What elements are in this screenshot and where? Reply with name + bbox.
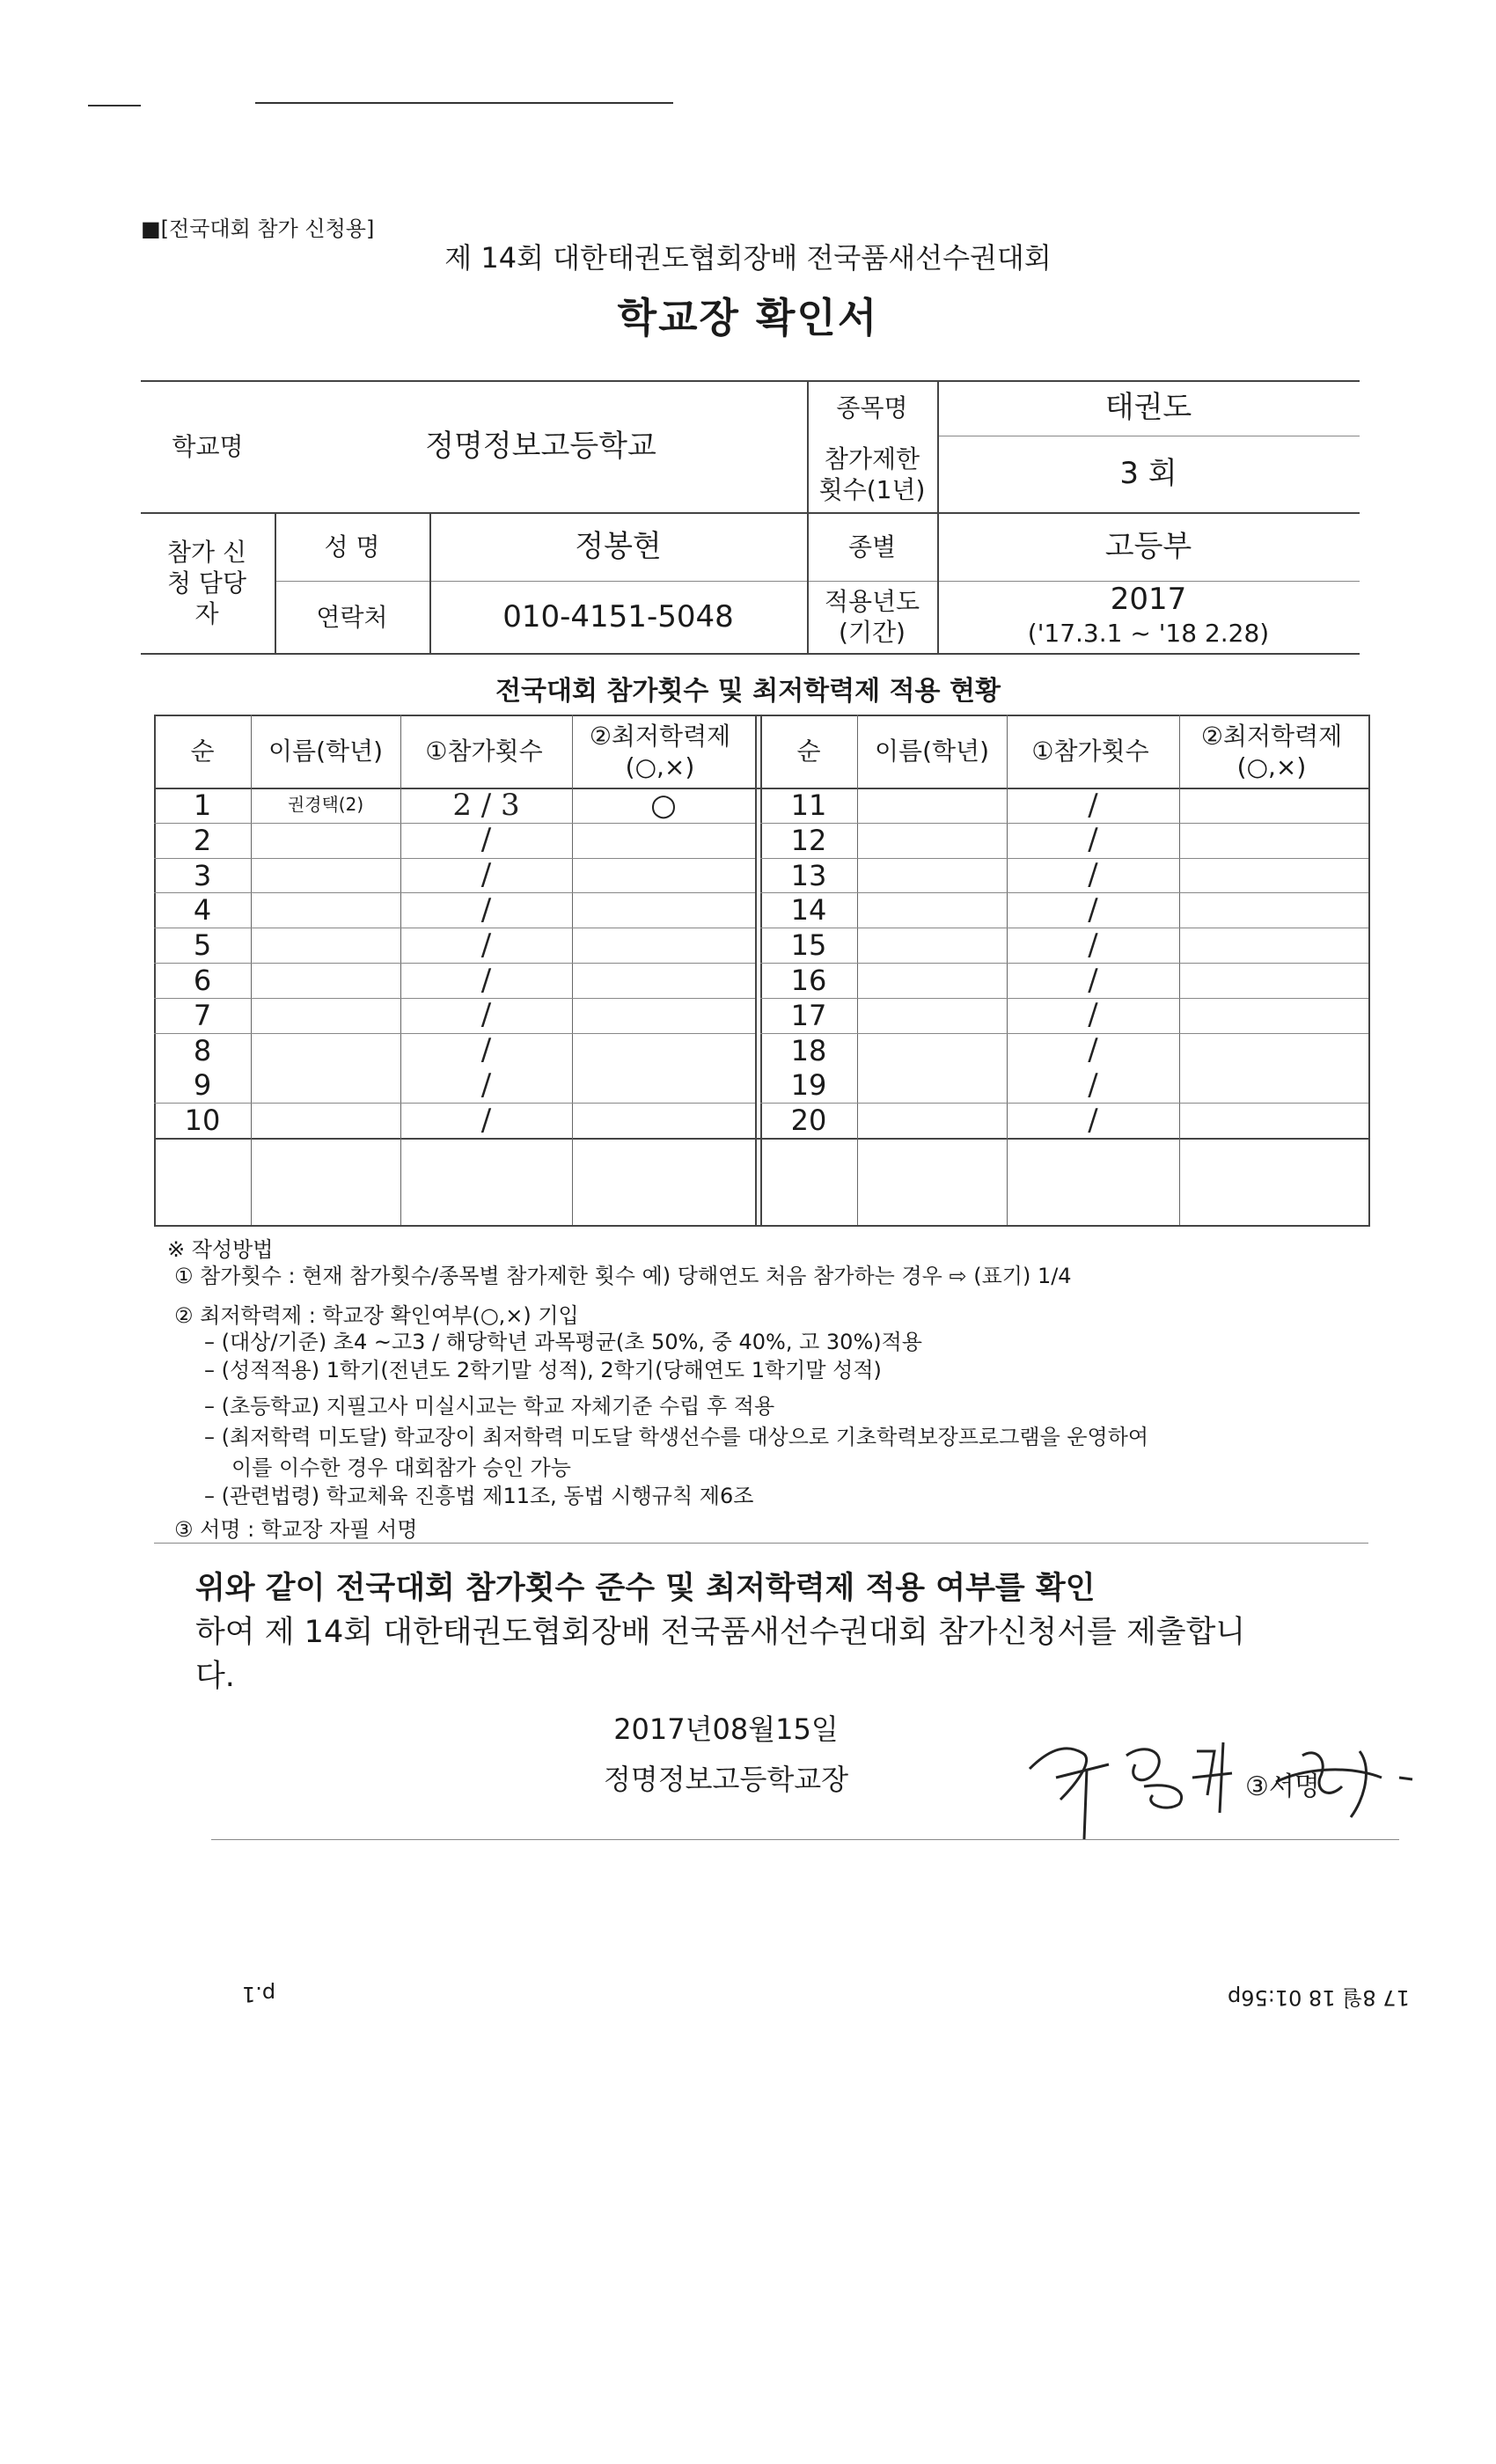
participation-count: /: [480, 822, 492, 858]
row-number: 4: [193, 893, 212, 928]
section-title: 전국대회 참가횟수 및 최저학력제 적용 현황: [495, 676, 1001, 707]
declaration-line-1: 위와 같이 전국대회 참가횟수 준수 및 최저학력제 적용 여부를 확인: [195, 1571, 1096, 1606]
participation-count: /: [480, 927, 492, 963]
row-number: 3: [193, 858, 212, 892]
participation-count: /: [1088, 857, 1098, 893]
row-number: 12: [790, 823, 827, 857]
row-number: 9: [193, 1068, 212, 1103]
participation-count: /: [1088, 1102, 1098, 1138]
row-number: 6: [193, 963, 212, 997]
student-name: [857, 928, 1007, 963]
student-name: [857, 963, 1007, 998]
row-number: 2: [193, 823, 212, 857]
academic-standard: [572, 1067, 755, 1103]
row-number: 7: [193, 998, 212, 1032]
name-value: 정봉현: [575, 528, 662, 564]
limit-label: 참가제한 횟수(1년): [818, 444, 926, 504]
student-name: [251, 1067, 400, 1103]
participation-count: /: [480, 1032, 492, 1068]
row-number: 20: [790, 1104, 827, 1138]
contact-value: 010-4151-5048: [502, 598, 734, 634]
notes-divider: [154, 1543, 1368, 1544]
row-number: 10: [184, 1104, 221, 1138]
academic-standard: [572, 858, 755, 893]
academic-standard: [1179, 963, 1368, 998]
academic-standard: ○: [650, 787, 677, 823]
year-label: 적용년도 (기간): [824, 587, 920, 647]
student-name: [251, 823, 400, 858]
competition-title: 제 14회 대한태권도협회장배 전국품새선수권대회: [444, 241, 1052, 275]
header-no-left: 순: [190, 737, 215, 766]
declaration-line-2: 하여 제 14회 대한태권도협회장배 전국품새선수권대회 참가신청서를 제출합니: [195, 1615, 1246, 1650]
academic-standard: [1179, 1103, 1368, 1138]
fax-timestamp: 17 8월 18 01:56p: [1228, 1985, 1410, 2010]
academic-standard: [572, 1103, 755, 1138]
note-elementary: – (초등학교) 지필고사 미실시교는 학교 자체기준 수립 후 적용: [204, 1394, 775, 1419]
event-value: 태권도: [1104, 390, 1192, 426]
student-name: [251, 858, 400, 893]
participation-count: /: [480, 1067, 492, 1104]
participation-count: /: [1088, 927, 1098, 963]
participation-count: /: [1088, 787, 1098, 823]
header-academic-left: ②최저학력제 (○,×): [589, 721, 731, 781]
note-not-reached: – (최저학력 미도달) 학교장이 최저학력 미도달 학생선수를 대상으로 기초학력보장프로그램을 운영하여: [204, 1425, 1149, 1449]
person-label: 참가 신청 담당자: [166, 537, 247, 628]
signature-label: ③서명: [1245, 1771, 1320, 1802]
period-value: ('17.3.1 ~ '18 2.28): [1027, 619, 1270, 648]
year-value: 2017: [1110, 581, 1187, 617]
academic-standard: [1179, 892, 1368, 928]
participation-count: /: [1088, 892, 1098, 928]
academic-standard: [572, 998, 755, 1033]
academic-standard: [1179, 928, 1368, 963]
participation-count: 2 / 3: [452, 787, 520, 823]
participation-count: /: [1088, 822, 1098, 858]
participation-count: /: [480, 962, 492, 998]
academic-standard: [1179, 998, 1368, 1033]
row-number: 19: [790, 1068, 827, 1103]
school-label: 학교명: [172, 431, 244, 461]
academic-standard: [572, 963, 755, 998]
form-tag: ■[전국대회 참가 신청용]: [141, 216, 375, 241]
row-number: 16: [790, 963, 827, 997]
academic-standard: [572, 823, 755, 858]
row-number: 18: [790, 1033, 827, 1067]
header-academic-right: ②최저학력제 (○,×): [1200, 721, 1343, 781]
participation-count: /: [1088, 997, 1098, 1033]
academic-standard: [1179, 858, 1368, 893]
participation-count: /: [480, 892, 492, 928]
note-grades: – (성적적용) 1학기(전년도 2학기말 성적), 2학기(당해연도 1학기말 성적): [204, 1358, 882, 1382]
row-number: 17: [790, 998, 827, 1032]
student-name: [857, 1033, 1007, 1068]
division-value: 고등부: [1104, 528, 1192, 564]
row-number: 1: [193, 788, 212, 822]
student-name: [857, 1103, 1007, 1138]
student-name: [857, 892, 1007, 928]
note-target: – (대상/기준) 초4 ~고3 / 해당학년 과목평균(초 50%, 중 40%, 고 30%)적용: [204, 1330, 922, 1354]
student-name: [251, 1103, 400, 1138]
note-signature: ③ 서명 : 학교장 자필 서명: [174, 1517, 418, 1542]
student-name: [251, 963, 400, 998]
student-name: [857, 858, 1007, 893]
student-name: [251, 998, 400, 1033]
principal-title: 정명정보고등학교장: [603, 1763, 849, 1796]
academic-standard: [1179, 1067, 1368, 1103]
note-count: ① 참가횟수 : 현재 참가횟수/종목별 참가제한 횟수 예) 당해연도 처음 참가하는 경우 ⇨ (표기) 1/4: [174, 1264, 1072, 1288]
student-name: 권경택(2): [287, 794, 364, 816]
row-number: 15: [790, 928, 827, 963]
note-academic: ② 최저학력제 : 학교장 확인여부(○,×) 기입: [174, 1303, 579, 1328]
row-number: 13: [790, 858, 827, 892]
school-name: 정명정보고등학교: [425, 428, 656, 464]
academic-standard: [572, 1033, 755, 1068]
header-name-right: 이름(학년): [874, 737, 990, 766]
limit-value: 3 회: [1119, 456, 1177, 492]
participation-count: /: [480, 857, 492, 893]
event-label: 종목명: [836, 393, 908, 422]
division-label: 종별: [847, 532, 897, 561]
note-heading: ※ 작성방법: [167, 1237, 274, 1262]
declaration-line-3: 다.: [195, 1659, 235, 1694]
participation-count: /: [480, 997, 492, 1033]
row-number: 8: [193, 1033, 212, 1067]
academic-standard: [572, 928, 755, 963]
name-label: 성 명: [324, 532, 380, 561]
student-name: [857, 1067, 1007, 1103]
document-title: 학교장 확인서: [617, 294, 879, 341]
header-no-right: 순: [796, 737, 821, 766]
student-name: [251, 892, 400, 928]
note-law: – (관련법령) 학교체육 진흥법 제11조, 동법 시행규칙 제6조: [204, 1484, 754, 1508]
issue-date: 2017년08월15일: [613, 1712, 839, 1746]
student-name: [857, 998, 1007, 1033]
header-count-right: ①참가횟수: [1031, 737, 1149, 766]
student-name: [251, 928, 400, 963]
academic-standard: [1179, 823, 1368, 858]
contact-label: 연락처: [316, 602, 388, 632]
signature: [1012, 1716, 1434, 1848]
student-name: [251, 1033, 400, 1068]
academic-standard: [1179, 1033, 1368, 1068]
bottom-divider: [211, 1839, 1399, 1840]
row-number: 14: [790, 893, 827, 928]
academic-standard: [1179, 788, 1368, 823]
participation-count: /: [480, 1102, 492, 1138]
student-name: [857, 788, 1007, 823]
header-name-left: 이름(학년): [268, 737, 384, 766]
student-name: [857, 823, 1007, 858]
header-count-left: ①참가횟수: [425, 737, 543, 766]
participation-count: /: [1088, 962, 1098, 998]
row-number: 11: [790, 788, 827, 822]
participation-count: /: [1088, 1067, 1098, 1104]
fax-page-number: p.1: [242, 1982, 276, 2006]
top-rule-left: [88, 105, 141, 106]
top-rule-right: [255, 102, 673, 104]
participation-count: /: [1088, 1032, 1098, 1068]
academic-standard: [572, 892, 755, 928]
note-approval: 이를 이수한 경우 대회참가 승인 가능: [231, 1456, 571, 1480]
signature-drawing: [1012, 1716, 1434, 1848]
row-number: 5: [193, 928, 212, 963]
